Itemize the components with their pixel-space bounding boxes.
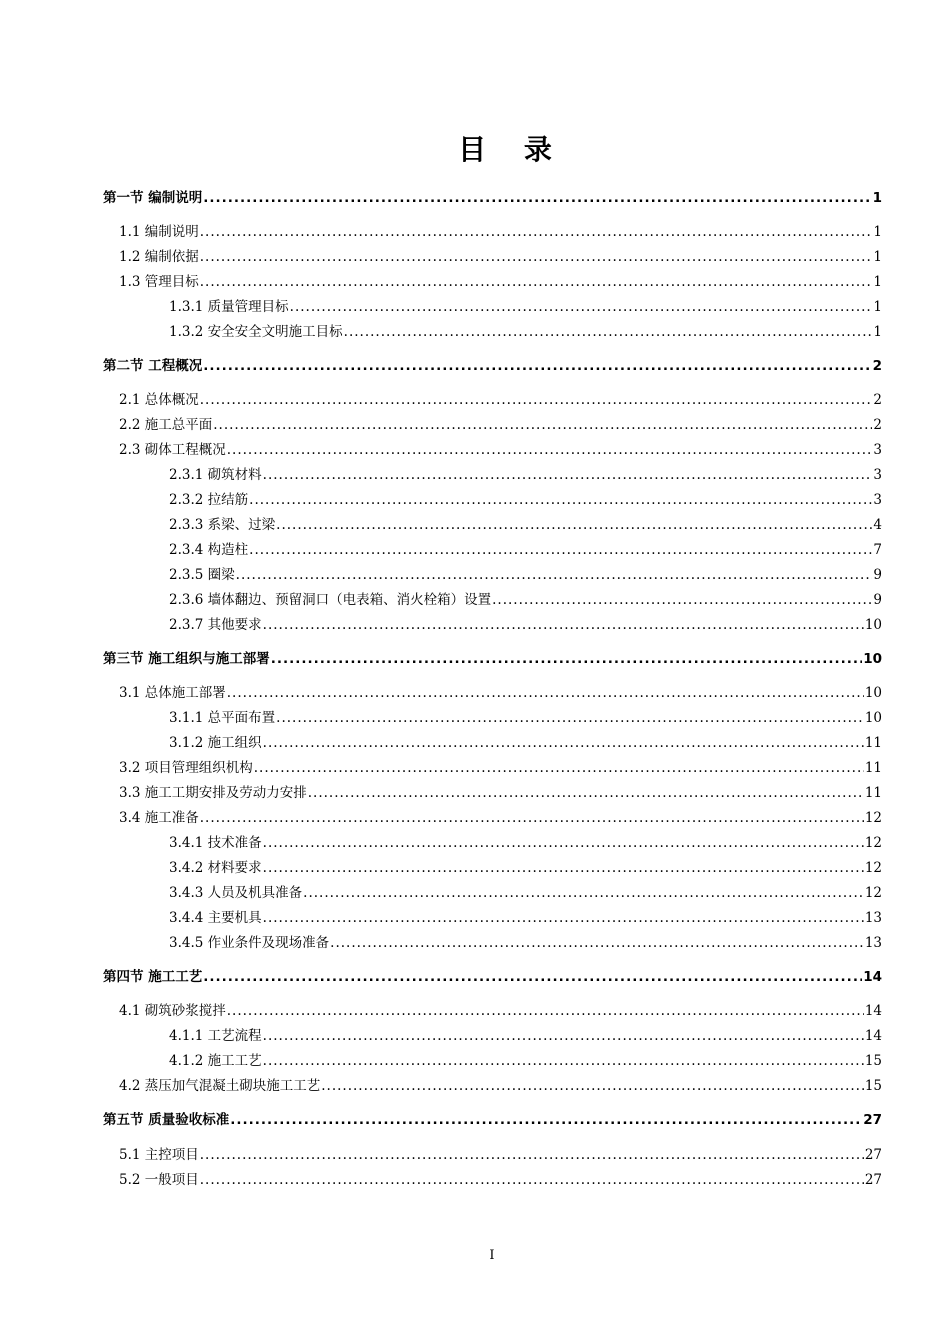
toc-leader-dots bbox=[200, 274, 873, 290]
toc-entry-label: 1.3.1 质量管理目标 bbox=[169, 299, 289, 315]
toc-entry-level-2[interactable] bbox=[119, 999, 882, 1019]
toc-leader-dots bbox=[213, 417, 872, 433]
toc-leader-dots bbox=[254, 760, 864, 776]
toc-entry-level-3[interactable] bbox=[169, 731, 882, 751]
toc-entry-page: 10 bbox=[864, 710, 882, 726]
toc-entry-label: 第四节 施工工艺 bbox=[103, 969, 203, 985]
toc-leader-dots bbox=[227, 442, 873, 458]
toc-entry-label: 3.1.2 施工组织 bbox=[169, 735, 262, 751]
toc-entry-label: 4.1.2 施工工艺 bbox=[169, 1053, 262, 1069]
toc-entry-page: 1 bbox=[873, 299, 882, 315]
toc-entry-level-2[interactable] bbox=[119, 681, 882, 701]
toc-leader-dots bbox=[492, 592, 872, 608]
toc-entry-level-1[interactable] bbox=[103, 186, 882, 206]
toc-leader-dots bbox=[271, 651, 863, 667]
toc-leader-dots bbox=[200, 392, 873, 408]
toc-leader-dots bbox=[303, 885, 864, 901]
toc-entry-label: 4.2 蒸压加气混凝土砌块施工工艺 bbox=[119, 1078, 321, 1094]
toc-entry-level-1[interactable] bbox=[103, 647, 882, 667]
toc-entry-label: 3.4.3 人员及机具准备 bbox=[169, 885, 303, 901]
toc-entry-page: 3 bbox=[873, 442, 882, 458]
page-number: I bbox=[489, 1248, 495, 1263]
toc-entry-label: 1.3 管理目标 bbox=[119, 274, 199, 290]
toc-entry-label: 3.4.2 材料要求 bbox=[169, 860, 262, 876]
toc-entry-page: 14 bbox=[863, 969, 882, 985]
toc-entry-page: 10 bbox=[864, 685, 882, 701]
toc-entry-label: 3.1.1 总平面布置 bbox=[169, 710, 276, 726]
toc-leader-dots bbox=[321, 1078, 864, 1094]
toc-entry-label: 2.3.4 构造柱 bbox=[169, 542, 249, 558]
toc-entry-page: 15 bbox=[864, 1078, 882, 1094]
toc-leader-dots bbox=[227, 1003, 864, 1019]
toc-entry-label: 3.4.1 技术准备 bbox=[169, 835, 262, 851]
toc-entry-level-2[interactable] bbox=[119, 1143, 882, 1163]
toc-entry-level-3[interactable] bbox=[169, 831, 882, 851]
toc-entry-level-1[interactable] bbox=[103, 354, 882, 374]
toc-entry-page: 27 bbox=[864, 1147, 882, 1163]
toc-entry-level-2[interactable] bbox=[119, 438, 882, 458]
toc-entry-page: 2 bbox=[872, 358, 882, 374]
toc-entry-level-3[interactable] bbox=[169, 488, 882, 508]
toc-entry-page: 1 bbox=[873, 224, 882, 240]
toc-entry-page: 12 bbox=[864, 835, 882, 851]
toc-entry-level-3[interactable] bbox=[169, 613, 882, 633]
toc-leader-dots bbox=[203, 969, 862, 985]
toc-leader-dots bbox=[263, 835, 864, 851]
toc-leader-dots bbox=[249, 492, 872, 508]
toc-entry-page: 1 bbox=[873, 274, 882, 290]
toc-entry-level-3[interactable] bbox=[169, 906, 882, 926]
toc-leader-dots bbox=[200, 249, 873, 265]
toc-entry-label: 3.4.5 作业条件及现场准备 bbox=[169, 935, 330, 951]
toc-entry-level-2[interactable] bbox=[119, 1074, 882, 1094]
toc-entry-label: 2.3.2 拉结筋 bbox=[169, 492, 249, 508]
toc-entry-level-2[interactable] bbox=[119, 781, 882, 801]
toc-entry-label: 1.2 编制依据 bbox=[119, 249, 199, 265]
toc-entry-page: 13 bbox=[864, 910, 882, 926]
toc-entry-level-3[interactable] bbox=[169, 881, 882, 901]
toc-entry-label: 第一节 编制说明 bbox=[103, 190, 203, 206]
toc-leader-dots bbox=[263, 617, 864, 633]
toc-leader-dots bbox=[290, 299, 873, 315]
toc-entry-page: 1 bbox=[873, 324, 882, 340]
toc-entry-label: 第二节 工程概况 bbox=[103, 358, 203, 374]
toc-entry-level-2[interactable] bbox=[119, 756, 882, 776]
toc-entry-page: 10 bbox=[863, 651, 882, 667]
toc-entry-page: 11 bbox=[864, 785, 882, 801]
toc-entry-page: 13 bbox=[864, 935, 882, 951]
toc-entry-level-3[interactable] bbox=[169, 931, 882, 951]
toc-entry-label: 第三节 施工组织与施工部署 bbox=[103, 651, 270, 667]
toc-leader-dots bbox=[200, 810, 864, 826]
toc-entry-page: 2 bbox=[873, 392, 882, 408]
toc-entry-level-2[interactable] bbox=[119, 220, 882, 240]
toc-entry-label: 3.4 施工准备 bbox=[119, 810, 199, 826]
toc-entry-label: 第五节 质量验收标准 bbox=[103, 1112, 230, 1128]
toc-entry-page: 7 bbox=[873, 542, 882, 558]
toc-leader-dots bbox=[230, 1112, 862, 1128]
toc-entry-label: 1.3.2 安全安全文明施工目标 bbox=[169, 324, 343, 340]
toc-entry-label: 5.1 主控项目 bbox=[119, 1147, 199, 1163]
toc-entry-level-3[interactable] bbox=[169, 1049, 882, 1069]
toc-entry-page: 27 bbox=[864, 1172, 882, 1188]
toc-entry-page: 2 bbox=[873, 417, 882, 433]
toc-entry-level-2[interactable] bbox=[119, 806, 882, 826]
toc-entry-label: 3.2 项目管理组织机构 bbox=[119, 760, 253, 776]
toc-leader-dots bbox=[276, 710, 864, 726]
toc-entry-level-3[interactable] bbox=[169, 463, 882, 483]
toc-entry-level-3[interactable] bbox=[169, 295, 882, 315]
toc-entry-page: 4 bbox=[873, 517, 882, 533]
toc-entry-label: 2.3.7 其他要求 bbox=[169, 617, 262, 633]
toc-entry-label: 5.2 一般项目 bbox=[119, 1172, 199, 1188]
toc-entry-page: 12 bbox=[864, 860, 882, 876]
toc-entry-level-2[interactable] bbox=[119, 245, 882, 265]
toc-entry-level-2[interactable] bbox=[119, 388, 882, 408]
toc-entry-label: 2.3.3 系梁、过梁 bbox=[169, 517, 276, 533]
toc-leader-dots bbox=[200, 224, 873, 240]
toc-leader-dots bbox=[203, 190, 871, 206]
toc-leader-dots bbox=[263, 1053, 864, 1069]
toc-leader-dots bbox=[263, 910, 864, 926]
toc-leader-dots bbox=[344, 324, 873, 340]
toc-leader-dots bbox=[227, 685, 864, 701]
toc-entry-page: 1 bbox=[873, 249, 882, 265]
toc-entry-level-2[interactable] bbox=[119, 270, 882, 290]
toc-entry-level-2[interactable] bbox=[119, 413, 882, 433]
toc-entry-level-3[interactable] bbox=[169, 706, 882, 726]
toc-leader-dots bbox=[263, 860, 864, 876]
toc-entry-label: 2.1 总体概况 bbox=[119, 392, 199, 408]
toc-entry-level-3[interactable] bbox=[169, 588, 882, 608]
toc-entry-level-3[interactable] bbox=[169, 856, 882, 876]
toc-entry-label: 4.1.1 工艺流程 bbox=[169, 1028, 262, 1044]
toc-leader-dots bbox=[249, 542, 872, 558]
toc-entry-page: 9 bbox=[873, 592, 882, 608]
toc-entry-page: 9 bbox=[873, 567, 882, 583]
toc-entry-label: 2.3 砌体工程概况 bbox=[119, 442, 226, 458]
toc-entry-label: 2.3.5 圈梁 bbox=[169, 567, 235, 583]
toc-entry-page: 10 bbox=[864, 617, 882, 633]
toc-entry-page: 15 bbox=[864, 1053, 882, 1069]
toc-entry-level-3[interactable] bbox=[169, 320, 882, 340]
toc-entry-label: 3.3 施工工期安排及劳动力安排 bbox=[119, 785, 307, 801]
toc-entry-label: 4.1 砌筑砂浆搅拌 bbox=[119, 1003, 226, 1019]
toc-leader-dots bbox=[200, 1147, 864, 1163]
toc-entry-label: 2.3.1 砌筑材料 bbox=[169, 467, 262, 483]
toc-entry-level-1[interactable] bbox=[103, 965, 882, 985]
toc-entry-level-3[interactable] bbox=[169, 538, 882, 558]
toc-leader-dots bbox=[308, 785, 864, 801]
toc-entry-page: 11 bbox=[864, 735, 882, 751]
toc-entry-level-3[interactable] bbox=[169, 563, 882, 583]
toc-entry-level-3[interactable] bbox=[169, 513, 882, 533]
toc-entry-page: 1 bbox=[872, 190, 882, 206]
toc-entry-level-3[interactable] bbox=[169, 1024, 882, 1044]
toc-entry-level-2[interactable] bbox=[119, 1168, 882, 1188]
toc-entry-page: 11 bbox=[864, 760, 882, 776]
toc-entry-page: 27 bbox=[863, 1112, 882, 1128]
toc-leader-dots bbox=[200, 1172, 864, 1188]
toc-entry-level-1[interactable] bbox=[103, 1108, 882, 1128]
toc-entry-label: 2.2 施工总平面 bbox=[119, 417, 213, 433]
toc-leader-dots bbox=[276, 517, 872, 533]
toc-leader-dots bbox=[263, 467, 873, 483]
toc-entry-label: 1.1 编制说明 bbox=[119, 224, 199, 240]
toc-leader-dots bbox=[203, 358, 871, 374]
toc-entry-label: 3.4.4 主要机具 bbox=[169, 910, 262, 926]
toc-entry-page: 14 bbox=[864, 1028, 882, 1044]
toc-entry-page: 3 bbox=[873, 467, 882, 483]
toc-leader-dots bbox=[330, 935, 864, 951]
toc-entry-label: 3.1 总体施工部署 bbox=[119, 685, 226, 701]
toc-entry-label: 2.3.6 墙体翻边、预留洞口（电表箱、消火栓箱）设置 bbox=[169, 592, 492, 608]
toc-entry-page: 12 bbox=[864, 885, 882, 901]
toc-entry-page: 12 bbox=[864, 810, 882, 826]
toc-leader-dots bbox=[236, 567, 873, 583]
toc-leader-dots bbox=[263, 735, 864, 751]
toc-entry-page: 3 bbox=[873, 492, 882, 508]
toc-leader-dots bbox=[263, 1028, 864, 1044]
toc-title: 目 录 bbox=[458, 133, 566, 166]
toc-entry-page: 14 bbox=[864, 1003, 882, 1019]
